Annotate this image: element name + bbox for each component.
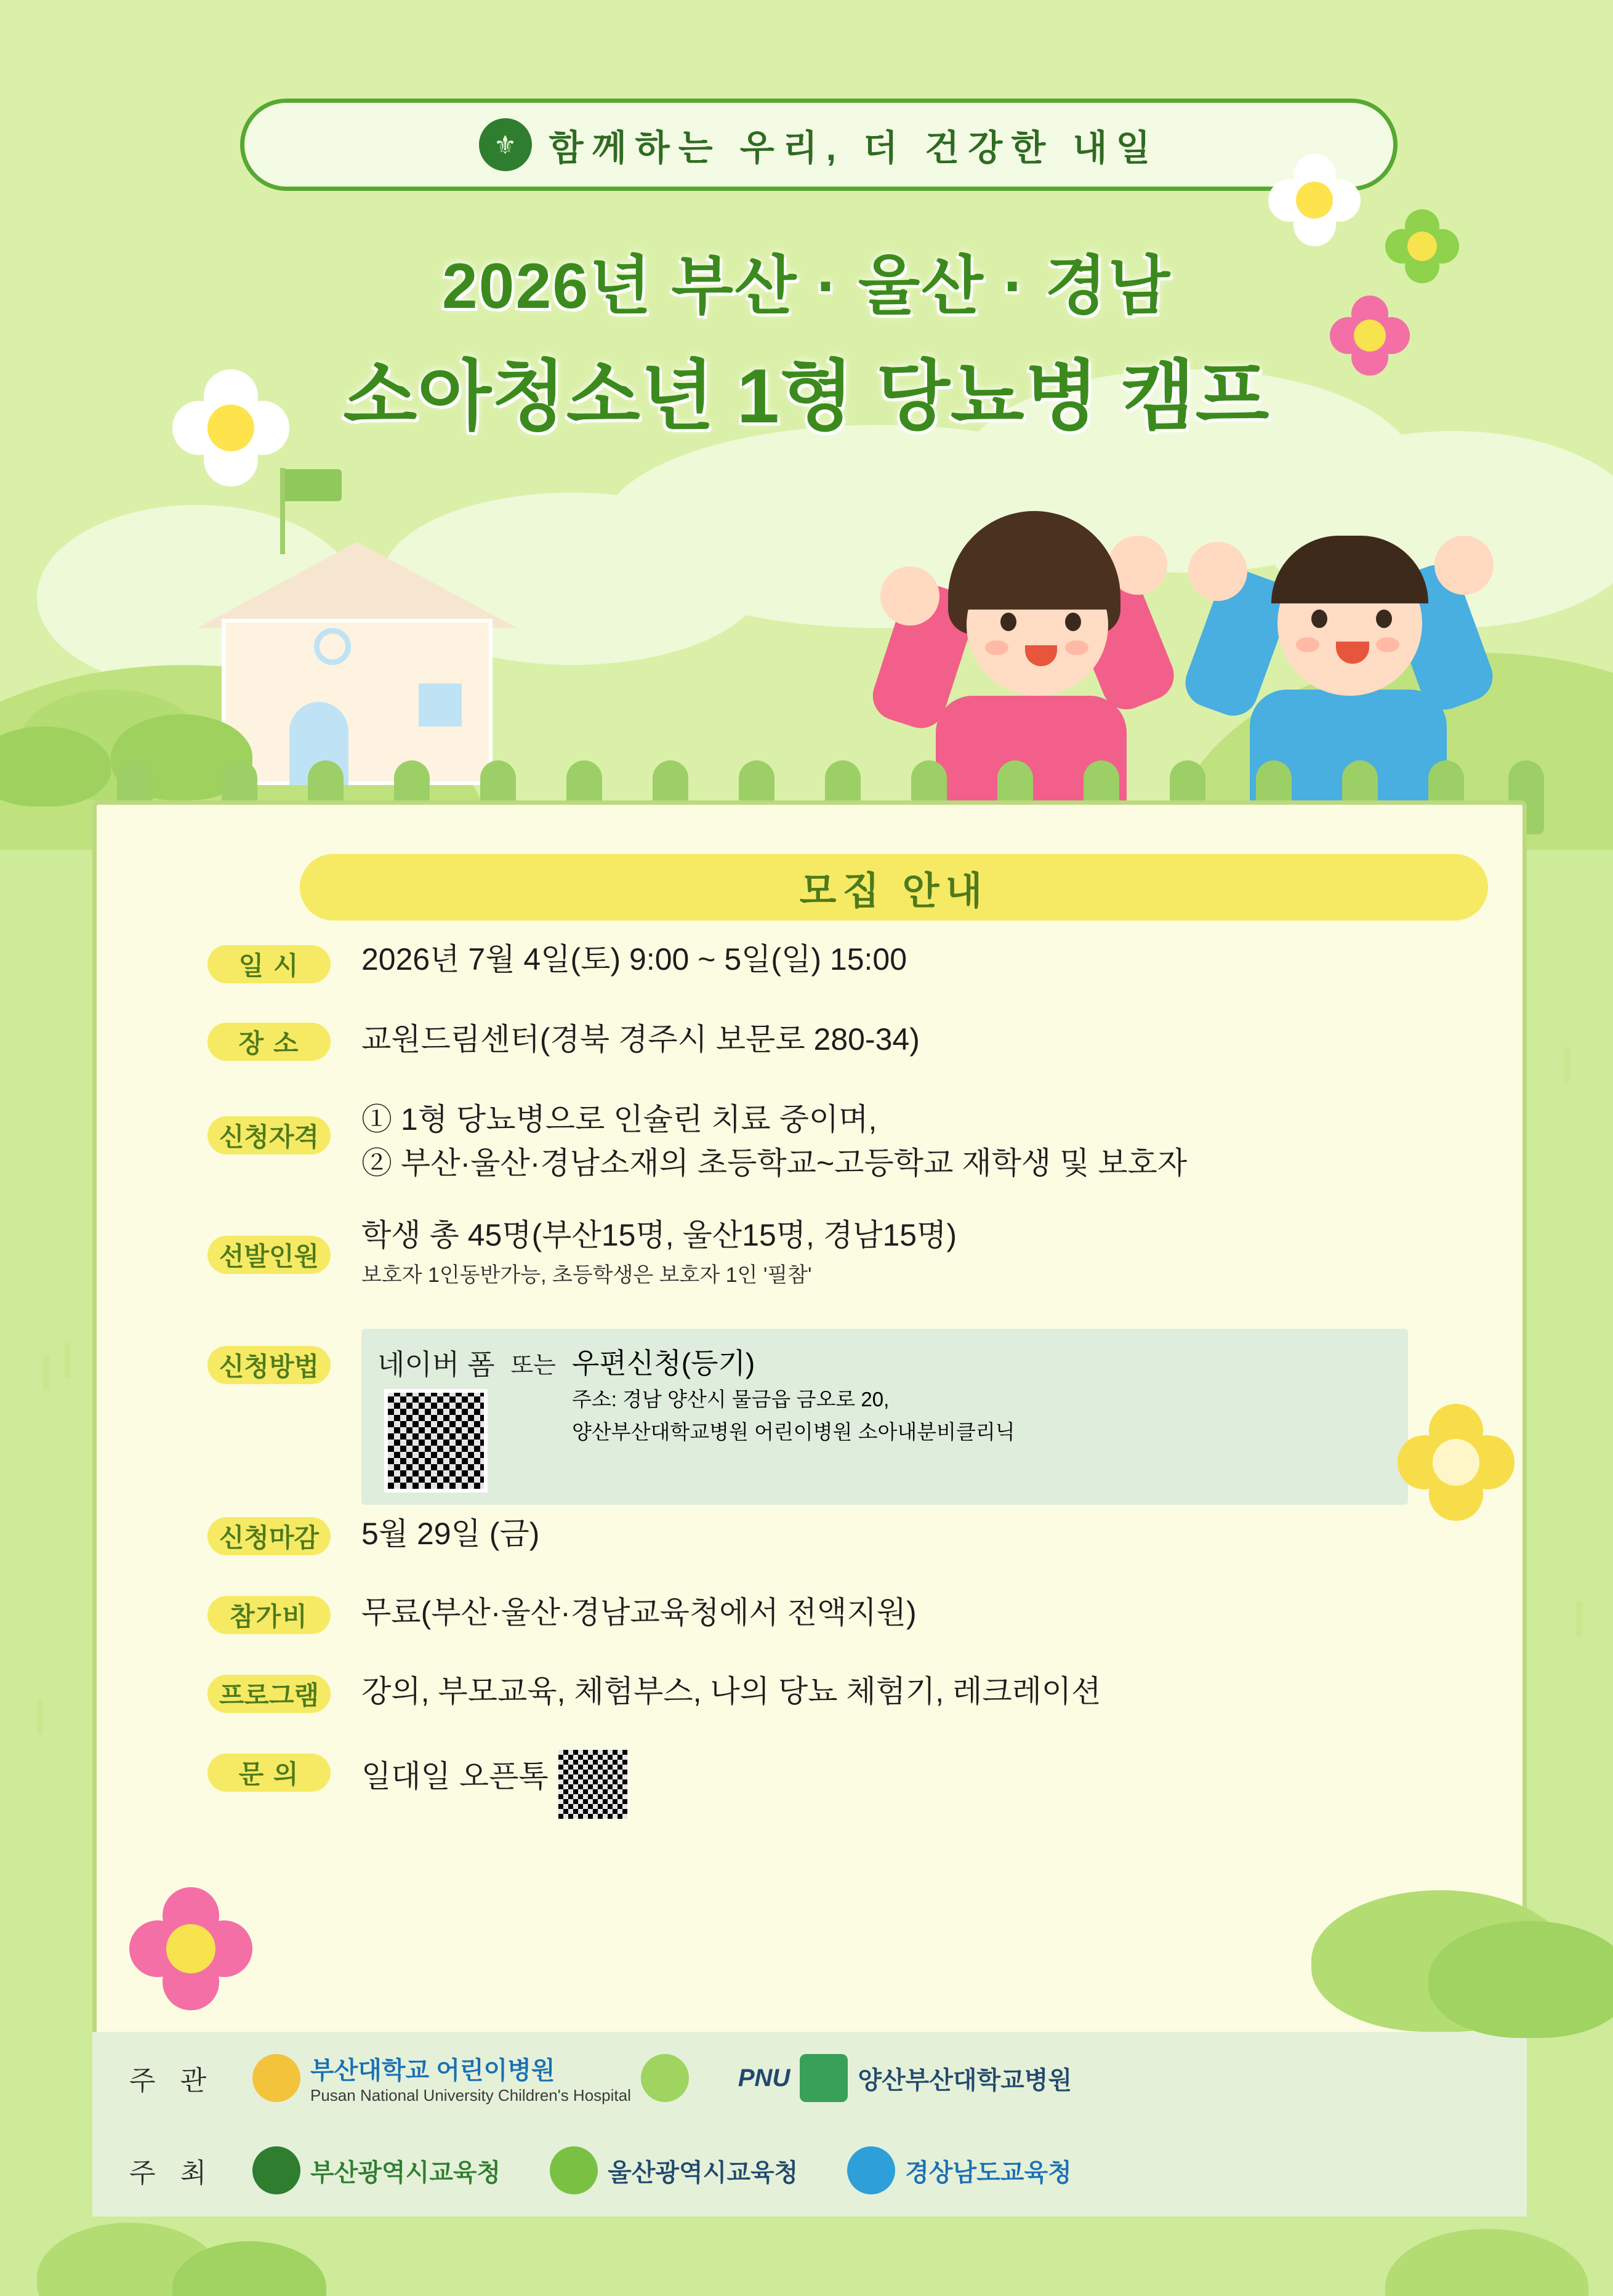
organizer-item-gyeongnam <box>847 2146 1071 2194</box>
eligibility-line-1: ① 1형 당뇨병으로 인슐린 치료 중이며, <box>361 1102 877 1137</box>
organization-emblem-icon: ⚜ <box>479 118 532 171</box>
grass-decoration <box>65 1342 71 1378</box>
host-item-pnu-childrens-hospital <box>252 2051 689 2105</box>
naver-form-label: 네이버 폼 <box>377 1348 495 1380</box>
row-value <box>257 1215 957 1291</box>
info-row-eligibility <box>97 1098 1531 1209</box>
program-value: 강의, 부모교육, 체험부스, 나의 당뇨 체험기, 레크레이션 <box>361 1674 1101 1709</box>
title-line-1: 2026년 부산 · 울산 · 경남 <box>441 251 1172 322</box>
info-row-place <box>97 1019 1531 1092</box>
naver-form-block[interactable] <box>377 1339 495 1492</box>
postal-title: 우편신청(등기) <box>571 1347 755 1379</box>
host-mark: PNU <box>738 2064 790 2092</box>
hospital-logo-icon <box>252 2054 300 2102</box>
contact-value: 일대일 오픈톡 <box>361 1759 549 1794</box>
deadline-value: 5월 29일 (금) <box>361 1517 540 1551</box>
house-roof <box>197 542 517 628</box>
organizer-item-busan <box>252 2146 501 2194</box>
organizer-row <box>92 2124 1527 2217</box>
row-tag: 프로그램 <box>207 1675 331 1713</box>
slogan-ribbon <box>240 99 1398 191</box>
organizer-item-ulsan <box>550 2146 798 2194</box>
apply-method-box <box>361 1329 1408 1505</box>
info-rows <box>97 939 1531 1836</box>
info-row-contact <box>97 1750 1531 1830</box>
place-value: 교원드림센터(경북 경주시 보문로 280-34) <box>361 1022 920 1057</box>
opentalk-qr-icon[interactable] <box>558 1750 627 1819</box>
row-value <box>257 1671 1101 1712</box>
row-tag: 일 시 <box>207 945 331 983</box>
postal-address-line-2: 양산부산대학교병원 어린이병원 소아내분비클리닉 <box>571 1420 1015 1443</box>
flower-icon <box>1268 154 1361 246</box>
postal-address-line-1: 주소: 경남 양산시 물금읍 금오로 20, <box>571 1388 890 1411</box>
flower-icon <box>172 369 289 486</box>
row-value <box>257 939 907 980</box>
row-tag: 신청자격 <box>207 1116 331 1154</box>
row-value <box>257 1019 920 1060</box>
grass-decoration <box>1576 1601 1582 1637</box>
organizer-name: 경상남도교육청 <box>905 2159 1072 2186</box>
gyeongnam-education-office-logo-icon <box>847 2146 895 2194</box>
house-round-window <box>314 628 351 665</box>
info-row-date <box>97 939 1531 1013</box>
grass-decoration <box>37 1699 43 1735</box>
flower-icon <box>1385 209 1459 283</box>
host-subtitle: Pusan National University Children's Hospital <box>310 2086 631 2105</box>
flower-icon <box>1398 1404 1514 1521</box>
info-row-deadline <box>97 1513 1531 1586</box>
info-row-quota <box>97 1215 1531 1323</box>
host-row <box>92 2032 1527 2124</box>
quota-note: 보호자 1인동반가능, 초등학생은 보호자 1인 '필참' <box>361 1263 812 1287</box>
eligibility-line-2: ② 부산·울산·경남소재의 초등학교~고등학교 재학생 및 보호자 <box>361 1146 1188 1180</box>
date-value: 2026년 7월 4일(토) 9:00 ~ 5일(일) 15:00 <box>361 942 907 977</box>
or-label: 또는 <box>510 1353 556 1379</box>
flower-icon <box>1330 296 1410 376</box>
flower-icon <box>129 1887 252 2010</box>
slogan-text: 함께하는 우리, 더 건강한 내일 <box>549 128 1159 168</box>
info-row-apply-method <box>97 1329 1531 1507</box>
house-flag <box>285 469 342 501</box>
row-tag: 신청방법 <box>207 1346 331 1384</box>
row-tag: 선발인원 <box>207 1236 331 1274</box>
grass-decoration <box>43 1355 49 1390</box>
row-value <box>257 1592 917 1633</box>
organizer-label: 주 최 <box>129 2158 215 2188</box>
busan-education-office-logo-icon <box>252 2146 300 2194</box>
row-tag: 신청마감 <box>207 1517 331 1555</box>
organizer-name: 울산광역시교육청 <box>608 2159 798 2186</box>
row-tag: 장 소 <box>207 1023 331 1061</box>
naver-form-qr-icon[interactable] <box>384 1389 488 1492</box>
ulsan-education-office-logo-icon <box>550 2146 598 2194</box>
bush-shape <box>1428 1921 1613 2038</box>
row-tag: 문 의 <box>207 1754 331 1792</box>
info-row-program <box>97 1671 1531 1744</box>
title-line-2: 소아청소년 1형 당뇨병 캠프 <box>343 354 1270 439</box>
children-mascot-icon <box>641 2054 689 2102</box>
postal-application-block <box>572 1339 1015 1447</box>
row-value <box>257 1098 1187 1185</box>
host-name: 부산대학교 어린이병원 <box>310 2057 555 2084</box>
quota-value: 학생 총 45명(부산15명, 울산15명, 경남15명) <box>361 1218 957 1252</box>
host-item-yangsan-pnu-hospital <box>738 2054 1072 2102</box>
row-tag: 참가비 <box>207 1596 331 1634</box>
host-label: 주 관 <box>129 2066 215 2096</box>
fee-value: 무료(부산·울산·경남교육청에서 전액지원) <box>361 1595 917 1630</box>
host-name: 양산부산대학교병원 <box>858 2066 1072 2094</box>
info-row-fee <box>97 1592 1531 1665</box>
house-window <box>419 683 462 727</box>
grass-decoration <box>1564 1047 1570 1082</box>
section-heading: 모집 안내 <box>300 854 1488 920</box>
cross-logo-icon <box>800 2054 848 2102</box>
sponsor-bar <box>92 2032 1527 2217</box>
organizer-name: 부산광역시교육청 <box>310 2159 501 2186</box>
recruitment-info-card <box>92 800 1527 2066</box>
